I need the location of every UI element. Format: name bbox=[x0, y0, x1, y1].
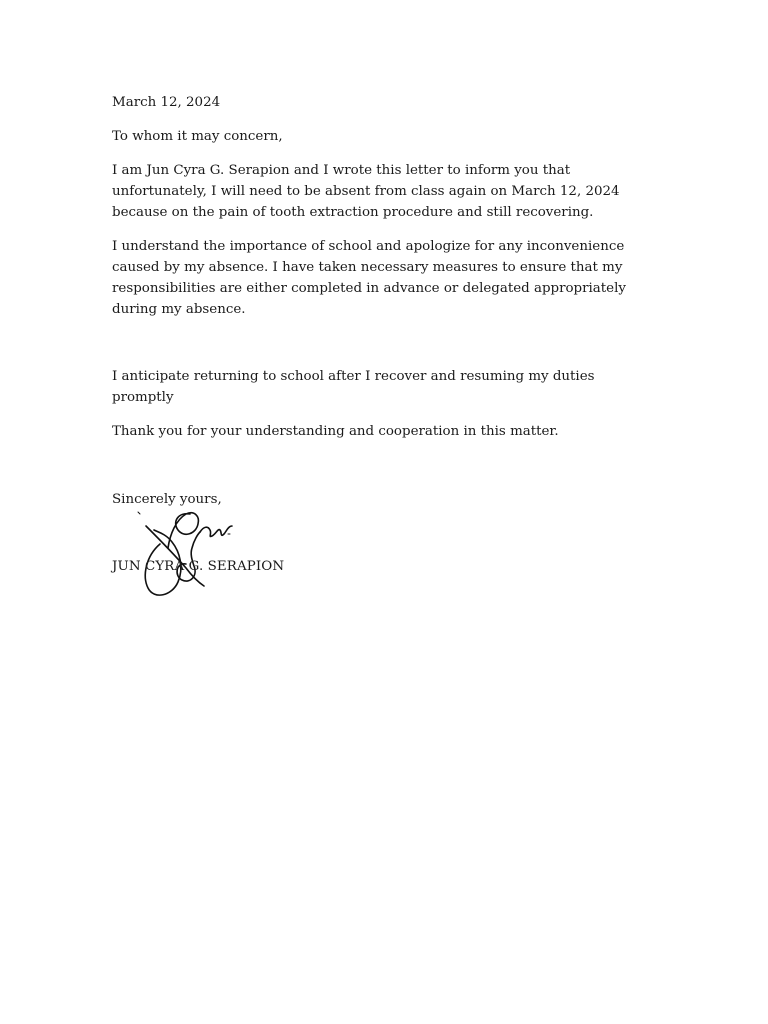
letter-date: March 12, 2024 bbox=[112, 95, 221, 110]
letter-paragraph-4: Thank you for your understanding and cooperation in this matter. bbox=[112, 424, 559, 439]
letter-paragraph-1: I am Jun Cyra G. Serapion and I wrote this letter to inform you that unfortunately, I will need to be absent from class again on March 12, 2024 because on the pain of tooth extraction procedure and still recovering. bbox=[112, 163, 620, 220]
handwritten-signature bbox=[128, 504, 248, 600]
letter-body bbox=[112, 92, 652, 577]
letter-closing: Sincerely yours, bbox=[112, 492, 222, 507]
letter-paragraph-3: I anticipate returning to school after I recover and resuming my duties promptly bbox=[112, 369, 595, 405]
signature-block bbox=[112, 556, 652, 577]
letter-paragraph-2: I understand the importance of school and apologize for any inconvenience caused by my absence. I have taken necessary measures to ensure that my responsibilities are either completed in advance or delegated appropriately during my absence. bbox=[112, 239, 626, 317]
letter-salutation: To whom it may concern, bbox=[112, 129, 283, 144]
sender-name: JUN CYRA G. SERAPION bbox=[112, 559, 285, 574]
